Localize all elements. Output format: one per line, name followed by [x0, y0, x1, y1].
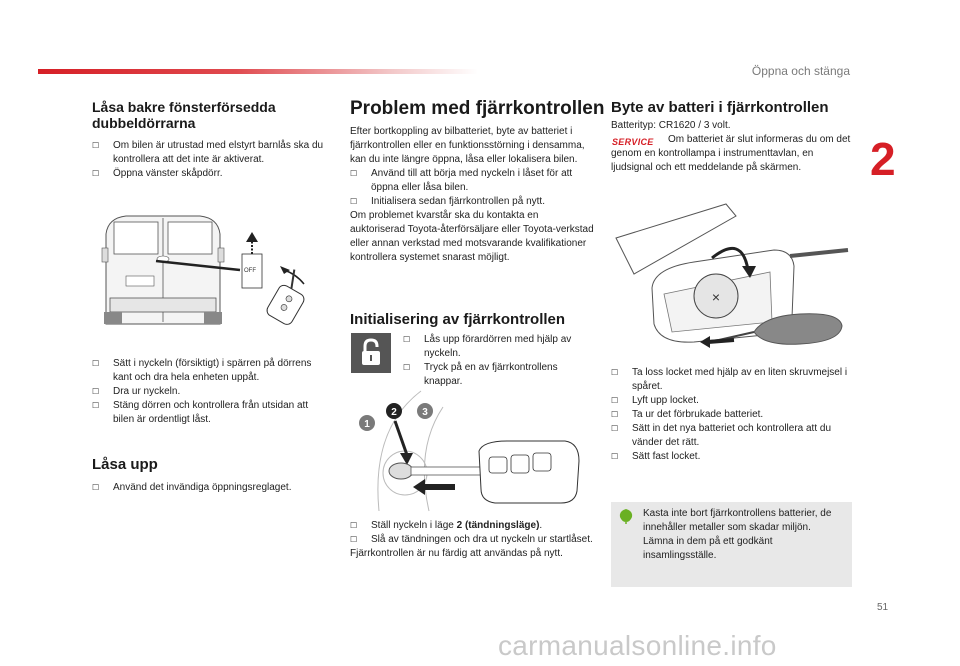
paragraph: Efter bortkoppling av bilbatteriet, byte av batteriet i fjärrkontrollen eller en funktionsstörning i densamma, kan du inte längre öppna, låsa eller lokalisera bilen.	[350, 126, 585, 165]
eco-leaf-icon	[618, 508, 634, 524]
list-item: ☐ Lyft upp locket.	[611, 394, 856, 408]
service-warning-icon: SERVICE	[612, 137, 654, 147]
list-item: ☐ Sätt in det nya batteriet och kontrollera att du vänder det rätt.	[611, 422, 856, 450]
list-item: ☐ Ta ur det förbrukade batteriet.	[611, 408, 856, 422]
battery-type: Batterityp: CR1620 / 3 volt.	[611, 120, 731, 131]
list-item: ☐ Sätt fast locket.	[611, 450, 856, 464]
battery-warning: Om batteriet är slut informeras du om det genom en kontrollampa i instrumenttavlan, en ljudsignal och ett meddelande på skärmen.	[611, 134, 851, 173]
list-item: ☐ Dra ur nyckeln.	[92, 385, 332, 399]
off-label: OFF	[244, 268, 256, 274]
remote-problem-text	[350, 125, 595, 265]
battery-replacement-illustration	[614, 198, 854, 358]
list-item: ☐ Ta loss locket med hjälp av en liten skruvmejsel i spåret.	[611, 366, 856, 394]
heading-remote-problem: Problem med fjärrkontrollen	[350, 98, 605, 119]
list-item: ☐ Tryck på en av fjärrkontrollens knappar.	[403, 361, 598, 389]
initialisation-steps	[403, 333, 598, 389]
ignition-instructions	[350, 519, 595, 561]
unlock-steps	[92, 481, 332, 495]
step-2-badge: 2	[391, 407, 397, 418]
list-item: ☐ Sätt i nyckeln (försiktigt) i spärren på dörrens kant och dra hela enheten uppåt.	[92, 357, 332, 385]
svg-text:×: ×	[711, 289, 721, 305]
list-item: ☐ Slå av tändningen och dra ut nyckeln ur startlåset.	[350, 533, 595, 547]
list-item: ☐ Öppna vänster skåpdörr.	[92, 167, 332, 181]
list-item: ☐ Om bilen är utrustad med elstyrt barnlås ska du kontrollera att det inte är aktiverat.	[92, 139, 332, 167]
heading-initialisation: Initialisering av fjärrkontrollen	[350, 311, 566, 328]
lock-rear-steps-bottom	[92, 357, 332, 427]
section-title: Öppna och stänga	[751, 64, 850, 78]
chapter-number: 2	[870, 133, 896, 185]
paragraph: Om problemet kvarstår ska du kontakta en auktoriserad Toyota-återförsäljare eller Toyota-verkstad eller annan verkstad med motsvarande kvalifikationer kontrollera systemet snarast möjligt.	[350, 210, 594, 263]
list-item: ☐ Använd till att börja med nyckeln i låset för att öppna eller låsa bilen.	[350, 167, 595, 195]
list-item: ☐ Ställ nyckeln i läge 2 (tändningsläge).	[350, 519, 595, 533]
header-accent-bar	[38, 69, 478, 74]
heading-unlock: Låsa upp	[92, 456, 158, 473]
list-item: ☐ Stäng dörren och kontrollera från utsidan att bilen är ordentligt låst.	[92, 399, 332, 427]
van-rear-illustration	[100, 212, 322, 330]
heading-battery-replacement: Byte av batteri i fjärrkontrollen	[611, 99, 829, 116]
list-item: ☐ Initialisera sedan fjärrkontrollen på nytt.	[350, 195, 595, 209]
heading-lock-rear-doors: Låsa bakre fönsterförsedda dubbeldörrarna	[92, 99, 276, 131]
lock-rear-steps-top	[92, 139, 332, 181]
step-3-badge: 3	[422, 407, 428, 418]
paragraph: Fjärrkontrollen är nu färdig att användas på nytt.	[350, 548, 563, 559]
ignition-steps	[350, 519, 595, 547]
list-item: ☐ Lås upp förardörren med hjälp av nyckeln.	[403, 333, 598, 361]
page-number: 51	[877, 602, 889, 613]
environment-note: Kasta inte bort fjärrkontrollens batterier, de innehåller metaller som skadar miljön. Lämna in dem på ett godkänt insamlingsställe.	[643, 508, 832, 561]
unlock-icon	[351, 333, 391, 373]
step-1-badge: 1	[364, 419, 370, 430]
watermark: carmanualsonline.info	[498, 630, 777, 661]
ignition-key-illustration	[355, 385, 587, 513]
battery-steps	[611, 366, 856, 464]
remote-problem-steps	[350, 167, 595, 209]
list-item: ☐ Använd det invändiga öppningsreglaget.	[92, 481, 332, 495]
